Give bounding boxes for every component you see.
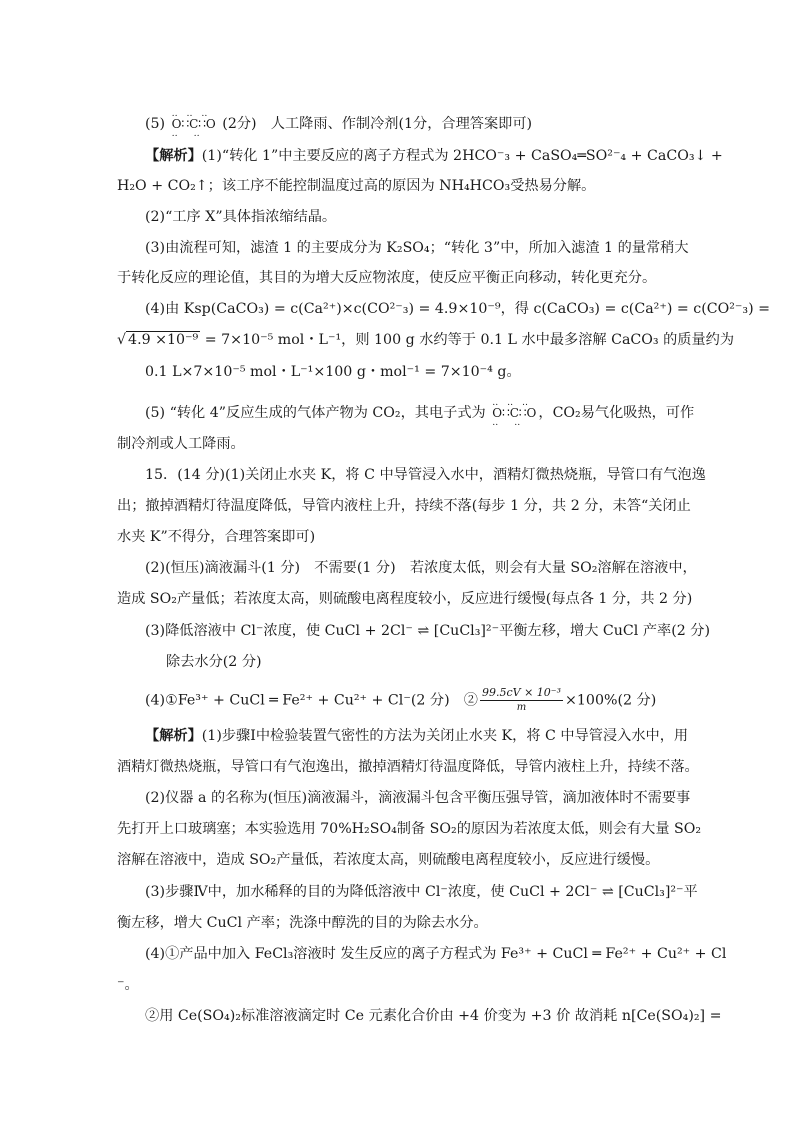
text-line: 除去水分(2 分) [166, 654, 262, 670]
text-line: (2)“工序 X”具体指浓缩结晶。 [145, 209, 337, 225]
co2-electron-formula: ‥ ‥ ‥ O∷C∷O ‥‥ [492, 398, 537, 428]
text-line: ②用 Ce(SO₄)₂标准溶液滴定时 Ce 元素化合价由 +4 价变为 +3 价 故消耗 n[Ce(SO₄)₂] = [145, 1008, 722, 1024]
text-line: (4)①产品中加入 FeCl₃溶液时 发生反应的离子方程式为 Fe³⁺ + CuCl ═ Fe²⁺ + Cu²⁺ + Cl [145, 946, 727, 962]
text-line: (3)步骤Ⅳ中，加水稀释的目的为降低溶液中 Cl⁻浓度，使 CuCl + 2Cl⁻ ⇌ [CuCl₃]²⁻平 [145, 884, 698, 900]
text-line: (3)降低溶液中 Cl⁻浓度，使 CuCl + 2Cl⁻ ⇌ [CuCl₃]²⁻平衡左移，增大 CuCl 产率(2 分) [145, 623, 711, 639]
text-line: 0.1 L×7×10⁻⁵ mol・L⁻¹×100 g・mol⁻¹ = 7×10⁻⁴ g。 [145, 364, 521, 380]
text-line: 先打开上口玻璃塞；本实验选用 70%H₂SO₄制备 SO₂的原因为若浓度太低，则会有大量 SO₂ [117, 821, 702, 837]
text-line: H₂O + CO₂↑；该工序不能控制温度过高的原因为 NH₄HCO₃受热易分解。 [117, 178, 596, 194]
text-line: (2)(恒压)滴液漏斗(1 分) 不需要(1 分) 若浓度太低，则会有大量 SO₂溶解在溶液中， [145, 560, 697, 576]
analysis-tag: 【解析】 [145, 148, 202, 164]
text-line: 酒精灯微热烧瓶，导管口有气泡逸出，撤掉酒精灯待温度降低，导管内液柱上升，持续不落。 [117, 759, 699, 775]
purity-fraction: $\frac{\text{99.5cV × 10⁻³}}{m}$ [481, 686, 562, 713]
question-15-line: 15．(14 分)(1)关闭止水夹 K，将 C 中导管浸入水中，酒精灯微热烧瓶，导管口有气泡逸 [145, 467, 706, 483]
analysis-line: 【解析】(1)步骤Ⅰ中检验装置气密性的方法为关闭止水夹 K，将 C 中导管浸入水中，用 [145, 728, 689, 744]
text-line: √ 4.9 ×10⁻⁹ = 7×10⁻⁵ mol・L⁻¹，则 100 g 水约等于 0.1 L 水中最多溶解 CaCO₃ 的质量约为 [117, 332, 735, 348]
text-line: 制冷剂或人工降雨。 [117, 436, 245, 452]
analysis-text: (1)“转化 1”中主要反应的离子方程式为 2HCO⁻₃ + CaSO₄═SO²⁻₄ + CaCO₃↓ + [201, 148, 723, 164]
item-number: (5) [145, 116, 166, 132]
text-line: (4)①Fe³⁺ + CuCl ═ Fe²⁺ + Cu²⁺ + Cl⁻(2 分) ② $\frac{\text{99.5cV × 10⁻³}}{m}$ ×100%(2 分) [145, 686, 657, 713]
text-line: 水夹 K”不得分，合理答案即可) [117, 529, 316, 545]
text-line: (4)由 Ksp(CaCO₃) = c(Ca²⁺)×c(CO²⁻₃) = 4.9×10⁻⁹，得 c(CaCO₃) = c(Ca²⁺) = c(CO²⁻₃) = [145, 301, 771, 317]
text-line: 于转化反应的理论值，其目的为增大反应物浓度，使反应平衡正向移动，转化更充分。 [117, 270, 657, 286]
sqrt-sign: √ [117, 332, 127, 348]
text-line: (3)由流程可知，滤渣 1 的主要成分为 K₂SO₄；“转化 3”中，所加入滤渣 1 的量常稍大 [145, 240, 689, 256]
text-line: 衡左移，增大 CuCl 产率；洗涤中醇洗的目的为除去水分。 [117, 915, 488, 931]
analysis-tag: 【解析】 [145, 728, 202, 744]
answer-5-line [145, 109, 705, 139]
text-line: 造成 SO₂产量低；若浓度太高，则硫酸电离程度较小，反应进行缓慢(每点各 1 分，共 2 分) [117, 591, 693, 607]
answer-text: (2分) 人工降雨、作制冷剂(1分，合理答案即可) [222, 116, 533, 132]
text-line: ⁻。 [117, 977, 139, 993]
text-line: (2)仪器 a 的名称为(恒压)滴液漏斗，滴液漏斗包含平衡压强导管，滴加液体时不需要事 [145, 790, 691, 806]
analysis-line [145, 146, 723, 166]
co2-electron-formula: ‥ ‥ ‥ O∷C∷O ‥‥ [171, 109, 216, 139]
text-line: 出；撤掉酒精灯待温度降低，导管内液柱上升，持续不落(每步 1 分，共 2 分，未答“关闭止 [117, 498, 691, 514]
sqrt-expression: 4.9 ×10⁻⁹ [128, 332, 199, 348]
text-line: 溶解在溶液中，造成 SO₂产量低，若浓度太高，则硫酸电离程度较小，反应进行缓慢。 [117, 852, 660, 868]
text-line: (5) “转化 4”反应生成的气体产物为 CO₂，其电子式为 ‥ ‥ ‥ O∷C∷O ‥‥ ，CO₂易气化吸热，可作 [145, 398, 695, 428]
